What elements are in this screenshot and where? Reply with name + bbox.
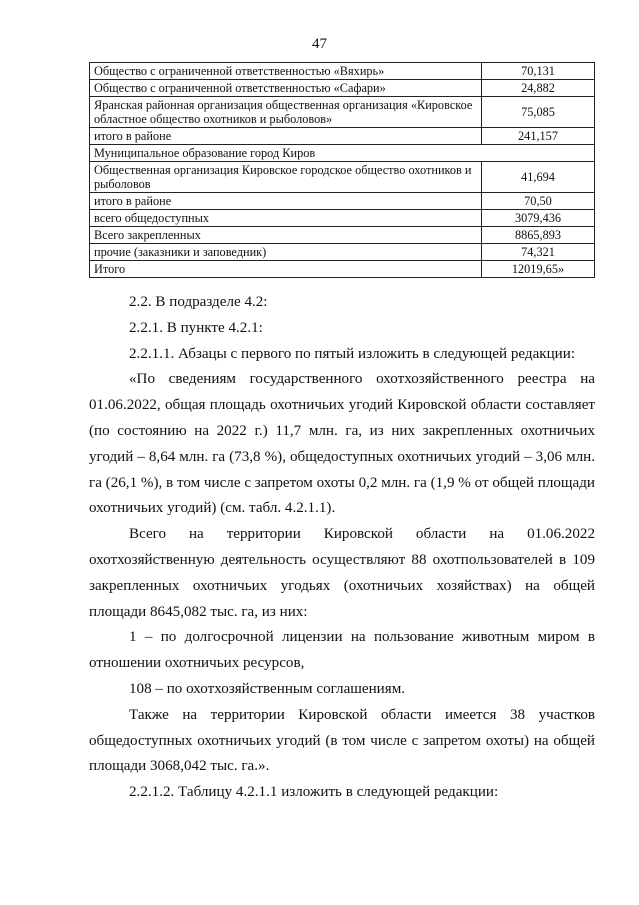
area-value: 12019,65»	[482, 261, 595, 278]
area-value: 3079,436	[482, 210, 595, 227]
area-value: 70,50	[482, 193, 595, 210]
organization-name: Всего закрепленных	[90, 227, 482, 244]
organization-name: Общество с ограниченной ответственностью «Вяхирь»	[90, 63, 482, 80]
document-body	[89, 290, 595, 806]
organization-name: Яранская районная организация общественная организация «Кировское областное общество охотников и рыболовов»	[90, 97, 482, 128]
table-row	[90, 80, 595, 97]
organization-name: итого в районе	[90, 128, 482, 145]
organization-name: итого в районе	[90, 193, 482, 210]
table-row	[90, 227, 595, 244]
paragraph: Всего на территории Кировской области на 01.06.2022 охотхозяйственную деятельность осуществляют 88 охотпользователей в 109 закрепленных охотничьих угодьях (охотничьих хозяйствах) на общей площади 8645,082 тыс. га, из них:	[89, 526, 595, 620]
area-value: 70,131	[482, 63, 595, 80]
area-value: 41,694	[482, 162, 595, 193]
table-row	[90, 63, 595, 80]
paragraph: Также на территории Кировской области имеется 38 участков общедоступных охотничьих угодий (в том числе с запретом охоты) на общей площади 3068,042 тыс. га.».	[89, 706, 595, 775]
table-row	[90, 97, 595, 128]
organization-name: Общество с ограниченной ответственностью «Сафари»	[90, 80, 482, 97]
area-value: 8865,893	[482, 227, 595, 244]
hunting-grounds-table	[89, 62, 595, 278]
area-value: 75,085	[482, 97, 595, 128]
area-value: 241,157	[482, 128, 595, 145]
paragraph: 2.2.1.1. Абзацы с первого по пятый изложить в следующей редакции:	[129, 345, 576, 362]
organization-name: Общественная организация Кировское городское общество охотников и рыболовов	[90, 162, 482, 193]
paragraph: 2.2.1. В пункте 4.2.1:	[129, 319, 263, 336]
organization-name: прочие (заказники и заповедник)	[90, 244, 482, 261]
page-number: 47	[312, 36, 327, 52]
area-value: 74,321	[482, 244, 595, 261]
paragraph: 1 – по долгосрочной лицензии на пользование животным миром в отношении охотничьих ресурсов,	[89, 629, 595, 672]
paragraph: 2.2.1.2. Таблицу 4.2.1.1 изложить в следующей редакции:	[129, 784, 499, 801]
paragraph: 2.2. В подразделе 4.2:	[129, 294, 268, 310]
table-row	[90, 261, 595, 278]
area-value: 24,882	[482, 80, 595, 97]
table-row	[90, 210, 595, 227]
paragraph: 108 – по охотхозяйственным соглашениям.	[129, 680, 406, 697]
section-title: Муниципальное образование город Киров	[90, 145, 595, 162]
paragraph: «По сведениям государственного охотхозяйственного реестра на 01.06.2022, общая площадь охотничьих угодий Кировской области составляет (по состоянию на 2022 г.) 11,7 млн. га, из них закрепленных охотничьих угодий – 8,64 млн. га (73,8 %), общедоступных охотничьих угодий – 3,06 млн. га (26,1 %), в том числе с запретом охоты 0,2 млн. га (1,9 % от общей площади охотничьих угодий) (см. табл. 4.2.1.1).	[89, 371, 595, 517]
table-row	[90, 193, 595, 210]
table-row	[90, 128, 595, 145]
table-row	[90, 162, 595, 193]
organization-name: Итого	[90, 261, 482, 278]
table-section-row	[90, 145, 595, 162]
organization-name: всего общедоступных	[90, 210, 482, 227]
table-row	[90, 244, 595, 261]
